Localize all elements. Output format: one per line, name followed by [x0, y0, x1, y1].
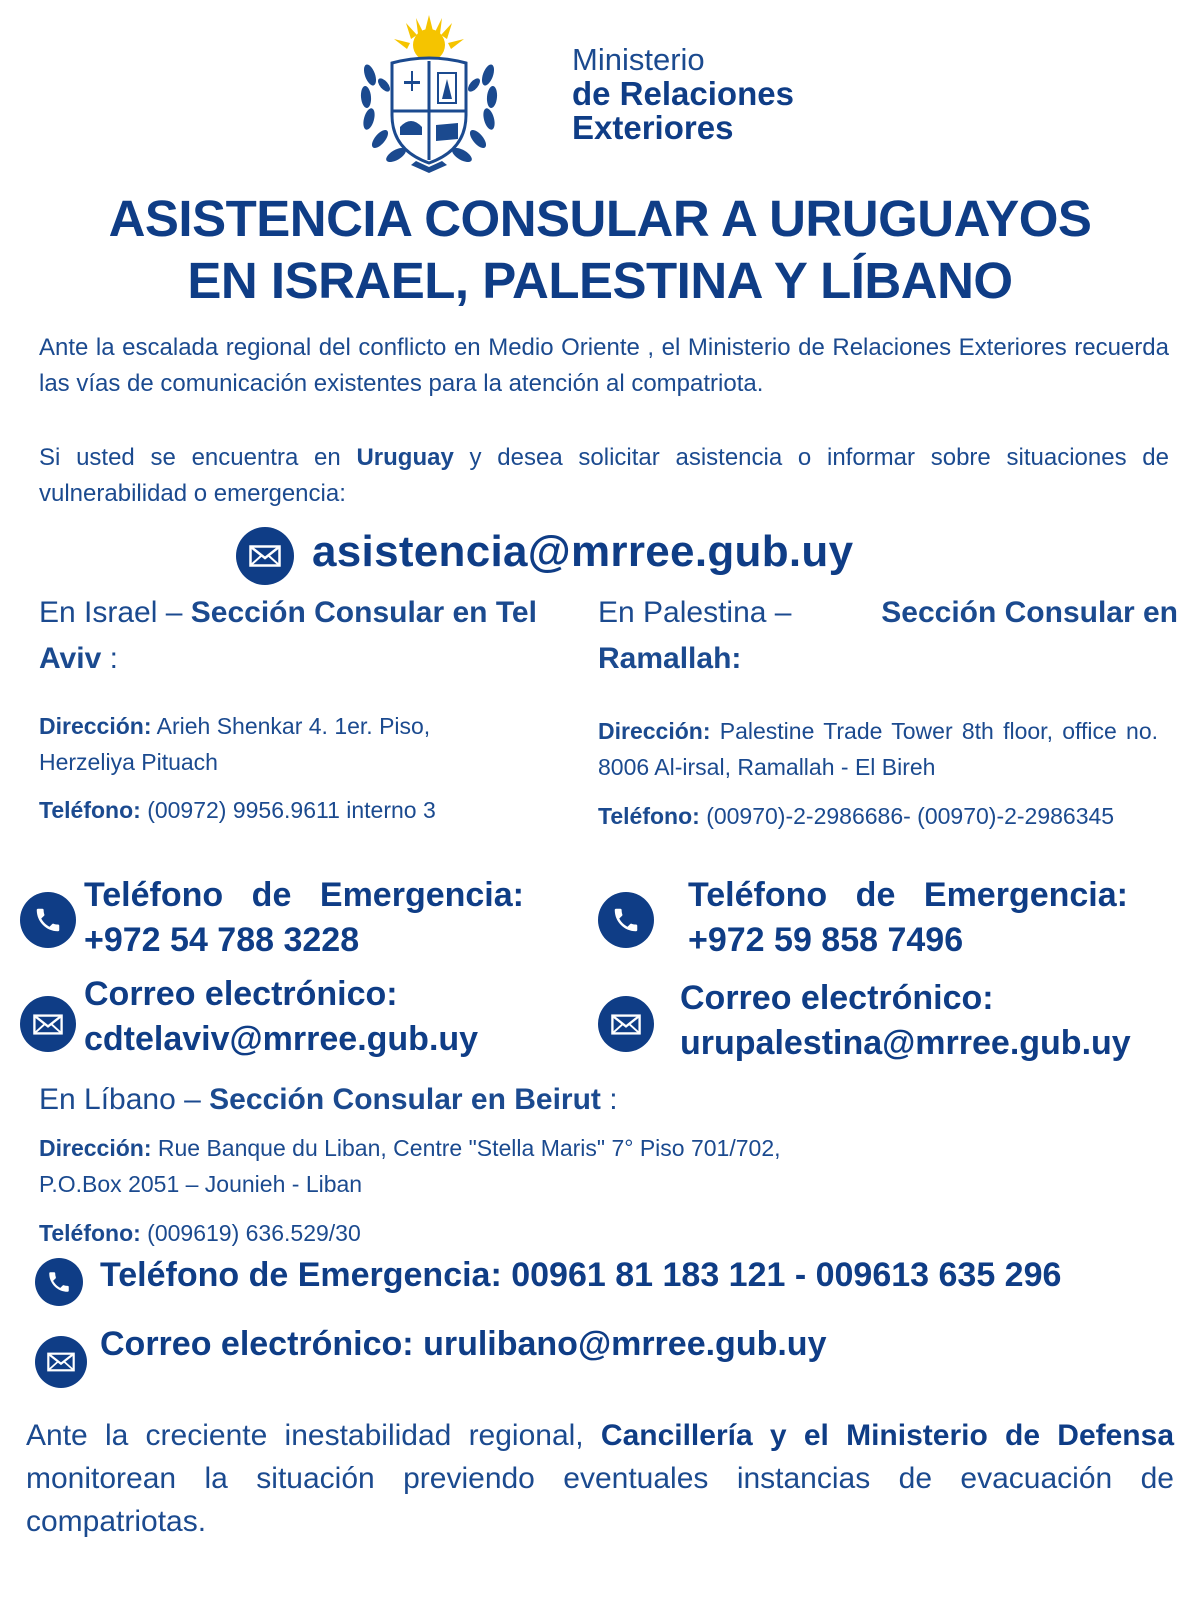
israel-emergency-label-a: Teléfono — [84, 876, 224, 914]
israel-address-value: Arieh Shenkar 4. 1er. Piso, Herzeliya Pituach — [39, 713, 431, 775]
uruguay-notice-before: Si usted se encuentra en — [39, 444, 357, 471]
israel-email-link[interactable]: cdtelaviv@mrree.gub.uy — [84, 1020, 479, 1058]
intro-paragraph: Ante la escalada regional del conflicto en Medio Oriente , el Ministerio de Relaciones Exteriores recuerda las vías de comunicación existentes para la atención al compatriota. — [39, 334, 1169, 397]
coat-of-arms-icon — [356, 15, 502, 177]
page-title — [60, 188, 1140, 312]
israel-phone-value: (00972) 9956.9611 interno 3 — [147, 797, 436, 823]
footer-paragraph — [26, 1414, 1174, 1543]
palestine-phone — [598, 798, 1158, 834]
israel-email — [84, 972, 478, 1062]
palestine-email — [680, 976, 1131, 1066]
uruguay-notice-bold: Uruguay — [356, 444, 454, 471]
lebanon-heading — [39, 1077, 618, 1123]
phone-icon — [20, 892, 76, 948]
footer-text-1: Ante la creciente inestabilidad regional, — [26, 1419, 601, 1452]
palestine-prefix: En Palestina – — [598, 596, 792, 629]
lebanon-address-label: Dirección: — [39, 1135, 152, 1161]
israel-address-label: Dirección: — [39, 713, 152, 739]
uruguay-notice-after: y desea solicitar asistencia o informar sobre situaciones de vulnerabilidad o emergencia: — [39, 444, 1169, 507]
palestine-phone-label: Teléfono: — [598, 803, 700, 829]
ministry-line-2: de Relaciones — [572, 75, 794, 112]
palestine-emergency-label-c: Emergencia: — [923, 876, 1128, 914]
envelope-icon — [20, 996, 76, 1052]
palestine-address-value: Palestine Trade Tower 8th floor, office no. 8006 Al-irsal, Ramallah - El Bireh — [598, 718, 1158, 780]
israel-emergency — [84, 873, 524, 963]
title-line-1: ASISTENCIA CONSULAR A URUGUAYOS — [108, 190, 1092, 247]
envelope-icon — [236, 527, 294, 585]
palestine-email-link[interactable]: urupalestina@mrree.gub.uy — [680, 1024, 1131, 1062]
palestine-emergency-phone[interactable]: +972 59 858 7496 — [688, 921, 964, 959]
israel-phone — [39, 792, 529, 828]
phone-icon — [35, 1258, 83, 1306]
envelope-icon — [35, 1336, 87, 1388]
palestine-address-label: Dirección: — [598, 718, 711, 744]
israel-address — [39, 708, 529, 780]
lebanon-phone-label: Teléfono: — [39, 1220, 141, 1246]
title-line-2: EN ISRAEL, PALESTINA Y LÍBANO — [187, 252, 1013, 309]
israel-prefix: En Israel – — [39, 596, 191, 629]
israel-emergency-label-c: Emergencia: — [319, 876, 524, 914]
lebanon-phone — [39, 1215, 361, 1251]
ministry-line-3: Exteriores — [572, 109, 734, 146]
palestine-emergency-label-a: Teléfono — [688, 876, 828, 914]
palestine-section-a: Sección Consular en — [881, 596, 1178, 629]
ministry-line-1: Ministerio — [572, 42, 705, 77]
envelope-icon — [598, 996, 654, 1052]
palestine-emergency-label-b: de — [855, 876, 896, 914]
israel-phone-label: Teléfono: — [39, 797, 141, 823]
palestine-email-label: Correo electrónico: — [680, 979, 994, 1017]
palestine-emergency — [688, 873, 1128, 963]
palestine-heading — [598, 590, 1178, 682]
israel-email-label: Correo electrónico: — [84, 975, 398, 1013]
israel-emergency-label — [84, 873, 524, 918]
palestine-address — [598, 713, 1158, 785]
palestine-phone-value: (00970)-2-2986686- (00970)-2-2986345 — [706, 803, 1115, 829]
israel-emergency-label-b: de — [251, 876, 292, 914]
lebanon-section: Sección Consular en Beirut — [209, 1083, 601, 1116]
main-email-link[interactable]: asistencia@mrree.gub.uy — [312, 527, 854, 576]
lebanon-suffix: : — [600, 1083, 618, 1116]
lebanon-email[interactable]: Correo electrónico: urulibano@mrree.gub.uy — [100, 1325, 827, 1363]
ministry-name — [572, 43, 794, 145]
lebanon-address — [39, 1130, 1139, 1202]
palestine-section-b: Ramallah: — [598, 642, 742, 675]
israel-section: Sección Consular en Tel Aviv — [39, 596, 537, 675]
israel-heading — [39, 590, 559, 682]
lebanon-address-value-1: Rue Banque du Liban, Centre "Stella Maris" 7° Piso 701/702, — [151, 1135, 781, 1161]
lebanon-prefix: En Líbano – — [39, 1083, 210, 1116]
lebanon-address-line-2: P.O.Box 2051 – Jounieh - Liban — [39, 1171, 363, 1197]
lebanon-phone-value: (009619) 636.529/30 — [140, 1220, 361, 1246]
israel-emergency-phone[interactable]: +972 54 788 3228 — [84, 921, 360, 959]
uruguay-notice — [39, 440, 1169, 512]
phone-icon — [598, 892, 654, 948]
lebanon-emergency[interactable]: Teléfono de Emergencia: 00961 81 183 121 - 009613 635 296 — [100, 1256, 1062, 1294]
palestine-emergency-label — [688, 873, 1128, 918]
footer-bold: Cancillería y el Ministerio de Defensa — [600, 1419, 1174, 1452]
palestine-heading-line-1 — [598, 590, 1178, 636]
israel-suffix: : — [101, 642, 118, 675]
footer-text-2: monitorean la situación previendo eventuales instancias de evacuación de compatriotas. — [26, 1462, 1174, 1538]
lebanon-address-line-1 — [39, 1130, 1139, 1166]
